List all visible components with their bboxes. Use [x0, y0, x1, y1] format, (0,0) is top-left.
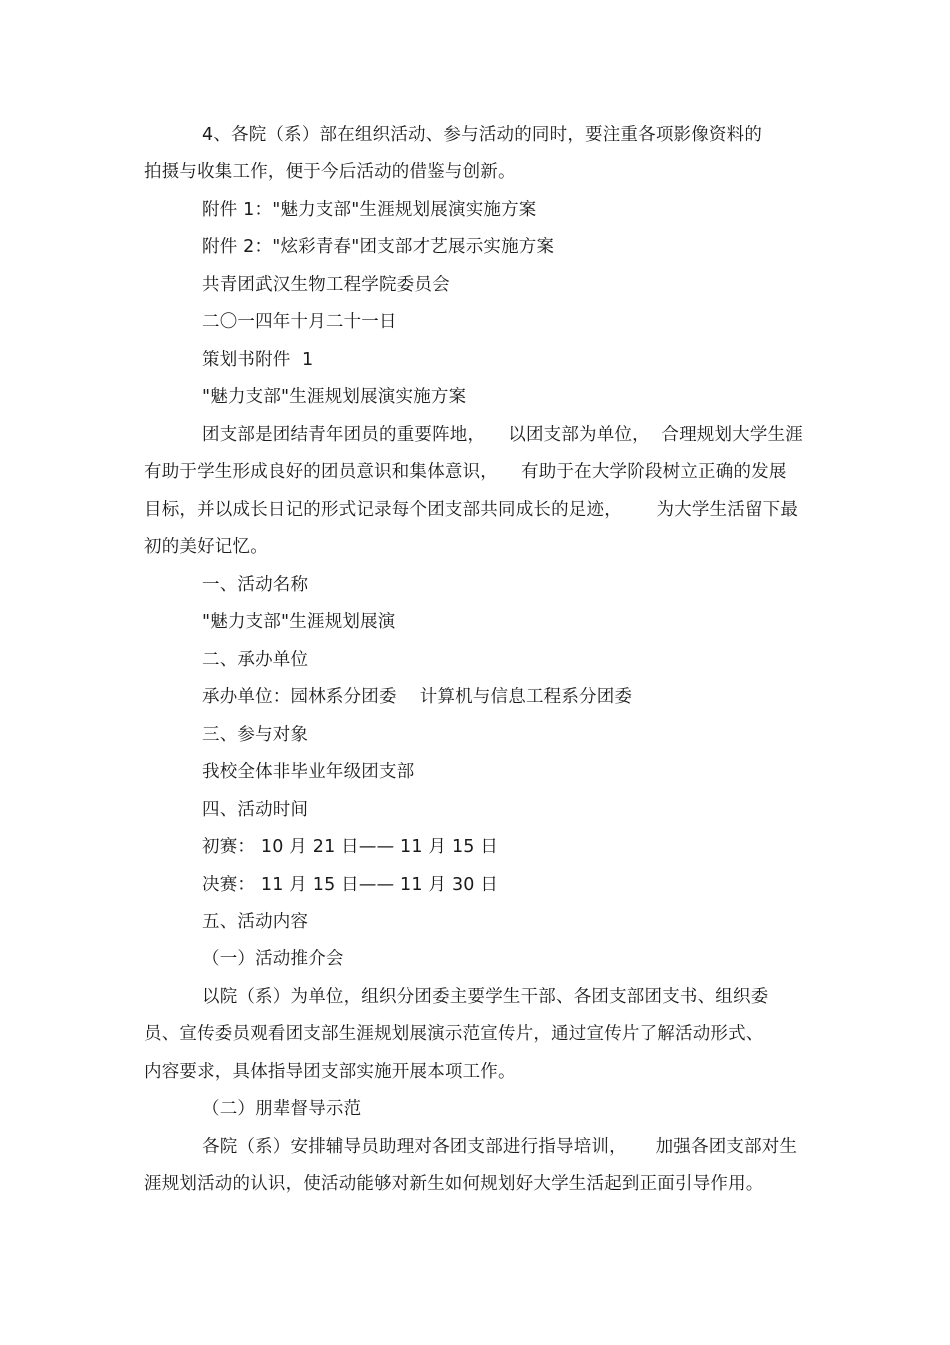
intro-paragraph-line1: 团支部是团结青年团员的重要阵地， 以团支部为单位， 合理规划大学生涯 — [202, 425, 803, 445]
subsection-2-line2: 涯规划活动的认识，使活动能够对新生如何规划好大学生活起到正面引导作用。 — [144, 1174, 764, 1194]
subsection-2-heading: （二）朋辈督导示范 — [202, 1099, 362, 1119]
subsection-1-line3: 内容要求，具体指导团支部实施开展本项工作。 — [144, 1062, 516, 1082]
section-4-heading: 四、活动时间 — [202, 800, 309, 820]
intro-paragraph-line4: 初的美好记忆。 — [144, 537, 268, 557]
section-1-heading: 一、活动名称 — [202, 575, 309, 595]
paragraph-item4-line2: 拍摄与收集工作，便于今后活动的借鉴与创新。 — [144, 162, 516, 182]
paragraph-item4-line1: 4、各院（系）部在组织活动、参与活动的同时，要注重各项影像资料的 — [202, 125, 763, 145]
organizers: 承办单位：园林系分团委 计算机与信息工程系分团委 — [202, 687, 633, 707]
subsection-1-line2: 员、宣传委员观看团支部生涯规划展演示范宣传片，通过宣传片了解活动形式、 — [144, 1024, 764, 1044]
section-2-heading: 二、承办单位 — [202, 650, 309, 670]
section-3-heading: 三、参与对象 — [202, 725, 309, 745]
intro-paragraph-line3: 目标，并以成长日记的形式记录每个团支部共同成长的足迹， 为大学生活留下最 — [144, 500, 799, 520]
subsection-2-line1: 各院（系）安排辅导员助理对各团支部进行指导培训， 加强各团支部对生 — [202, 1137, 798, 1157]
subsection-1-heading: （一）活动推介会 — [202, 949, 344, 969]
intro-paragraph-line2: 有助于学生形成良好的团员意识和集体意识， 有助于在大学阶段树立正确的发展 — [144, 462, 787, 482]
appendix-title: "魅力支部"生涯规划展演实施方案 — [202, 387, 467, 407]
attachment-1-title: 附件 1："魅力支部"生涯规划展演实施方案 — [202, 200, 537, 220]
subsection-1-line1: 以院（系）为单位，组织分团委主要学生干部、各团支部团支书、组织委 — [202, 987, 769, 1007]
appendix-label: 策划书附件 1 — [202, 350, 314, 370]
participants: 我校全体非毕业年级团支部 — [202, 762, 415, 782]
final-dates: 决赛： 11 月 15 日—— 11 月 30 日 — [202, 875, 499, 895]
issuer-name: 共青团武汉生物工程学院委员会 — [202, 275, 450, 295]
preliminary-dates: 初赛： 10 月 21 日—— 11 月 15 日 — [202, 837, 499, 857]
attachment-2-title: 附件 2："炫彩青春"团支部才艺展示实施方案 — [202, 237, 555, 257]
section-5-heading: 五、活动内容 — [202, 912, 309, 932]
issue-date: 二〇一四年十月二十一日 — [202, 312, 397, 332]
activity-name: "魅力支部"生涯规划展演 — [202, 612, 396, 632]
